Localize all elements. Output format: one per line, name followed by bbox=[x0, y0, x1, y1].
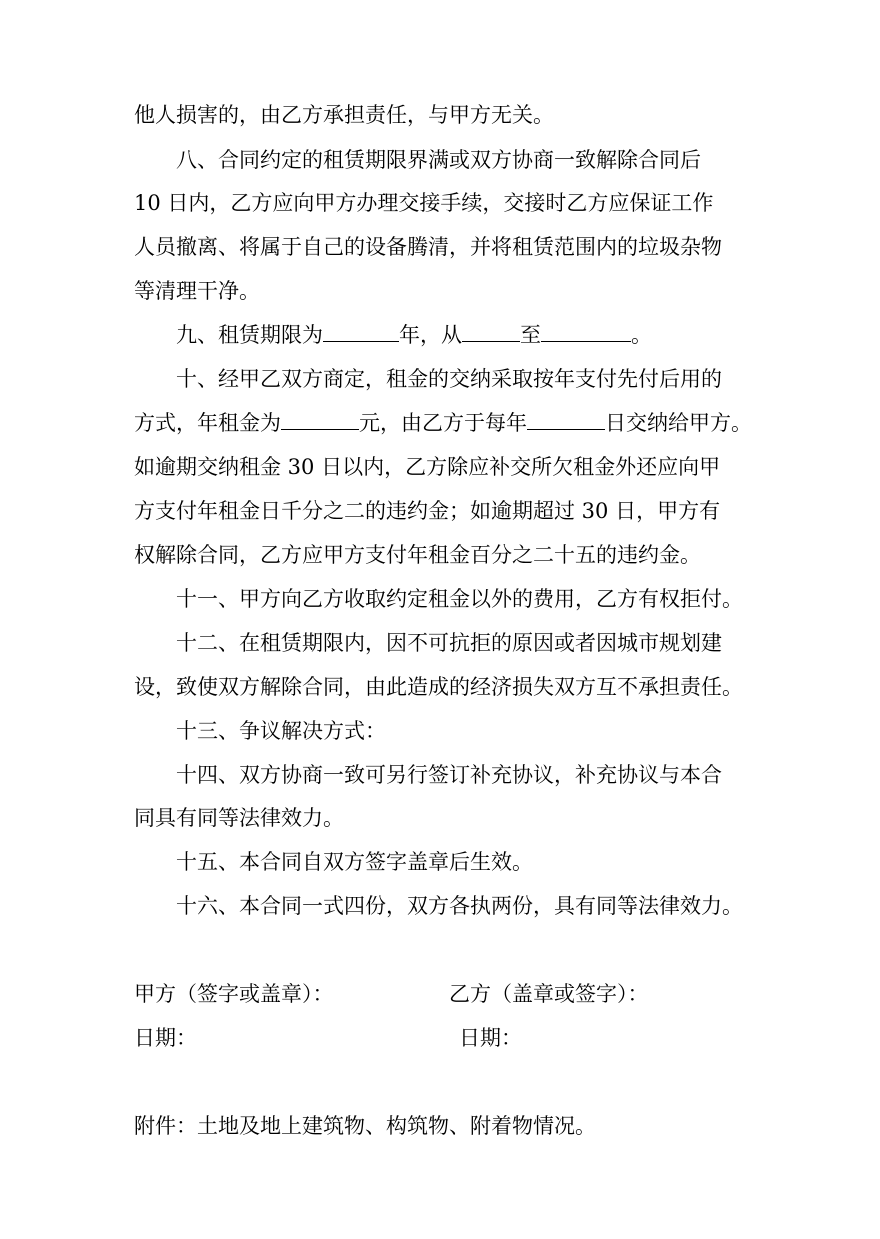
clause-8-line-1: 八、合同约定的租赁期限界满或双方协商一致解除合同后 bbox=[176, 148, 701, 172]
clause-13: 十三、争议解决方式： bbox=[176, 719, 386, 743]
clause-9-mid2: 至 bbox=[520, 323, 541, 347]
party-b-signature-label: 乙方（盖章或签字）： bbox=[449, 982, 649, 1006]
clause-10-line-4: 方支付年租金日千分之二的违约金；如逾期超过 30 日，甲方有 bbox=[134, 499, 721, 523]
clause-10-mid1: 元，由乙方于每年 bbox=[359, 411, 527, 435]
clause-15: 十五、本合同自双方签字盖章后生效。 bbox=[176, 850, 533, 874]
clause-14-line-1: 十四、双方协商一致可另行签订补充协议，补充协议与本合 bbox=[176, 763, 722, 787]
clause-10-suffix: 日交纳给甲方。 bbox=[605, 411, 752, 435]
clause-10-line-2 bbox=[134, 409, 752, 437]
clause-10-line-3: 如逾期交纳租金 30 日以内，乙方除应补交所欠租金外还应向甲 bbox=[134, 455, 721, 479]
clause-10-line-1: 十、经甲乙双方商定，租金的交纳采取按年支付先付后用的 bbox=[176, 367, 722, 391]
lease-term-years-blank[interactable] bbox=[323, 321, 399, 342]
attachment-note: 附件：土地及地上建筑物、构筑物、附着物情况。 bbox=[134, 1114, 596, 1138]
clause-9-prefix: 九、租赁期限为 bbox=[176, 323, 323, 347]
clause-8-line-4: 等清理干净。 bbox=[134, 279, 260, 303]
clause-10-prefix: 方式，年租金为 bbox=[134, 411, 281, 435]
annual-rent-blank[interactable] bbox=[281, 409, 359, 430]
clause-9 bbox=[176, 321, 652, 349]
clause-8-line-2: 10 日内，乙方应向甲方办理交接手续，交接时乙方应保证工作 bbox=[134, 191, 714, 215]
clause-16: 十六、本合同一式四份，双方各执两份，具有同等法律效力。 bbox=[176, 894, 743, 918]
party-b-date-label: 日期： bbox=[459, 1026, 522, 1050]
clause-11: 十一、甲方向乙方收取约定租金以外的费用，乙方有权拒付。 bbox=[176, 587, 743, 611]
clause-14-line-2: 同具有同等法律效力。 bbox=[134, 806, 344, 830]
party-a-signature-label: 甲方（签字或盖章）： bbox=[134, 982, 334, 1006]
payment-date-blank[interactable] bbox=[527, 409, 605, 430]
text-line: 他人损害的，由乙方承担责任，与甲方无关。 bbox=[134, 103, 554, 127]
clause-8-line-3: 人员撤离、将属于自己的设备腾清，并将租赁范围内的垃圾杂物 bbox=[134, 235, 722, 259]
clause-12-line-1: 十二、在租赁期限内，因不可抗拒的原因或者因城市规划建 bbox=[176, 631, 722, 655]
lease-end-blank[interactable] bbox=[541, 321, 631, 342]
clause-12-line-2: 设，致使双方解除合同，由此造成的经济损失双方互不承担责任。 bbox=[134, 675, 743, 699]
clause-9-suffix: 。 bbox=[631, 323, 652, 347]
lease-start-blank[interactable] bbox=[462, 321, 520, 342]
clause-10-line-5: 权解除合同，乙方应甲方支付年租金百分之二十五的违约金。 bbox=[134, 543, 701, 567]
party-a-date-label: 日期： bbox=[134, 1026, 197, 1050]
clause-9-mid1: 年，从 bbox=[399, 323, 462, 347]
